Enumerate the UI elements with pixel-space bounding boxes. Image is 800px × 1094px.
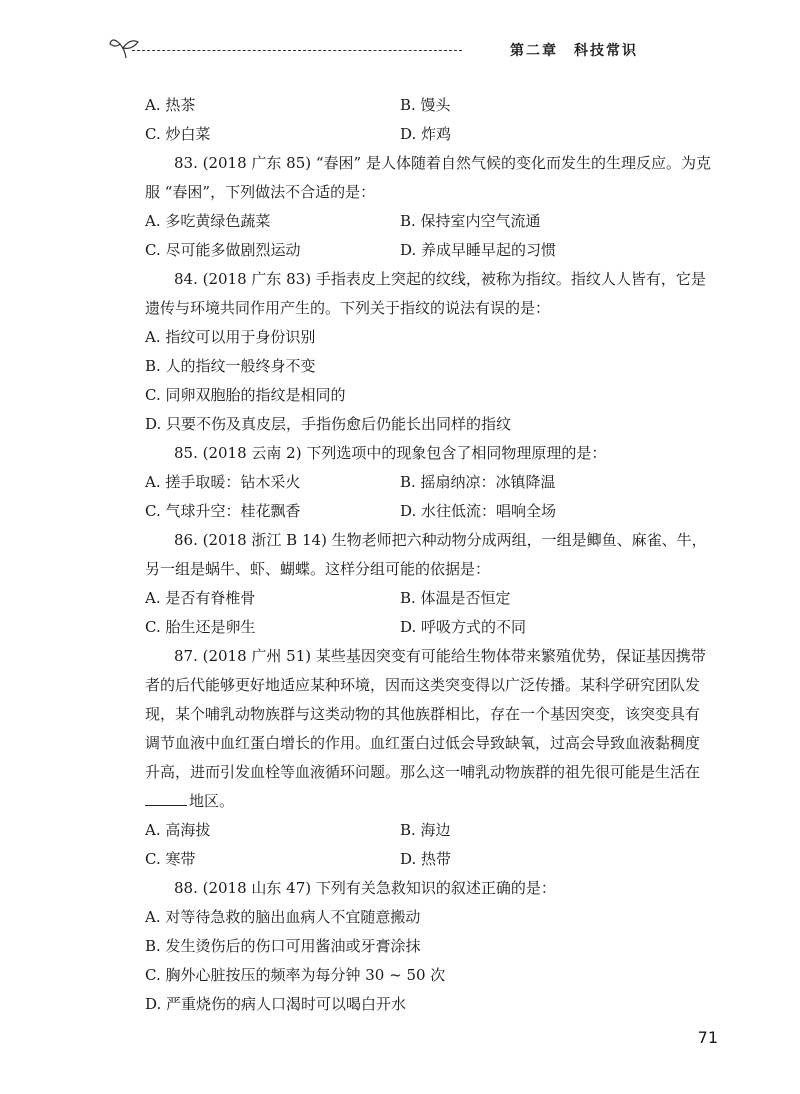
q88-option-c: C. 胸外心脏按压的频率为每分钟 30 ~ 50 次 bbox=[145, 966, 446, 984]
q85-option-a: A. 搓手取暖：钻木采火 bbox=[145, 473, 301, 491]
q87-option-c: C. 寒带 bbox=[145, 850, 196, 868]
q87-stem-line-5: 升高，进而引发血栓等血液循环问题。那么这一哺乳动物族群的祖先很可能是生活在 bbox=[145, 763, 701, 781]
q87-options-row-2 bbox=[145, 845, 705, 874]
q85-option-d: D. 水往低流：唱响全场 bbox=[400, 502, 557, 520]
q84-option-a: A. 指纹可以用于身份识别 bbox=[145, 328, 316, 346]
q87-stem-line-6-text: 地区。 bbox=[189, 792, 235, 810]
q87-options-row-1 bbox=[145, 816, 705, 845]
header-rule bbox=[132, 50, 462, 51]
q86-option-d: D. 呼吸方式的不同 bbox=[400, 618, 527, 636]
q85-stem-line-1: 85. (2018 云南 2) 下列选项中的现象包含了相同物理原理的是： bbox=[174, 444, 607, 462]
q86-option-a: A. 是否有脊椎骨 bbox=[145, 589, 256, 607]
q86-stem-line-2: 另一组是蜗牛、虾、蝴蝶。这样分组可能的依据是： bbox=[145, 560, 491, 578]
q86-stem-line-1: 86. (2018 浙江 B 14) 生物老师把六种动物分成两组，一组是鲫鱼、麻雀、牛， bbox=[174, 531, 707, 549]
chapter-title: 第二章 bbox=[510, 43, 558, 59]
section-title: 科技常识 bbox=[574, 43, 638, 59]
q83-stem-line-1: 83. (2018 广东 85) “春困” 是人体随着自然气候的变化而发生的生理反应。为克 bbox=[174, 154, 711, 172]
q86-options-row-1 bbox=[145, 584, 705, 613]
q87-option-d: D. 热带 bbox=[400, 850, 452, 868]
q88-option-b: B. 发生烫伤后的伤口可用酱油或牙膏涂抹 bbox=[145, 937, 421, 955]
q87-stem-line-4: 调节血液中血红蛋白增长的作用。血红蛋白过低会导致缺氧，过高会导致血液黏稠度 bbox=[145, 734, 701, 752]
q87-option-b: B. 海边 bbox=[400, 821, 451, 839]
q84-option-c: C. 同卵双胞胎的指纹是相同的 bbox=[145, 386, 346, 404]
answer-blank bbox=[145, 787, 187, 806]
q82-option-c: C. 炒白菜 bbox=[145, 125, 211, 143]
q83-option-b: B. 保持室内空气流通 bbox=[400, 212, 541, 230]
q85-options-row-1 bbox=[145, 468, 705, 497]
q82-options-row-2 bbox=[145, 120, 705, 149]
q82-options-row-1 bbox=[145, 91, 705, 120]
q88-option-d: D. 严重烧伤的病人口渴时可以喝白开水 bbox=[145, 995, 407, 1013]
q85-option-b: B. 摇扇纳凉：冰镇降温 bbox=[400, 473, 556, 491]
q85-options-row-2 bbox=[145, 497, 705, 526]
q87-stem-line-1: 87. (2018 广州 51) 某些基因突变有可能给生物体带来繁殖优势，保证基因携带 bbox=[174, 647, 706, 665]
page-content bbox=[145, 91, 711, 1019]
q84-option-b: B. 人的指纹一般终身不变 bbox=[145, 357, 316, 375]
q83-option-a: A. 多吃黄绿色蔬菜 bbox=[145, 212, 271, 230]
sprout-icon bbox=[108, 34, 144, 60]
q87-stem-line-6 bbox=[145, 787, 705, 816]
q86-option-c: C. 胎生还是卵生 bbox=[145, 618, 256, 636]
q84-stem-line-2: 遗传与环境共同作用产生的。下列关于指纹的说法有误的是： bbox=[145, 299, 551, 317]
q84-stem-line-1: 84. (2018 广东 83) 手指表皮上突起的纹线，被称为指纹。指纹人人皆有，它是 bbox=[174, 270, 706, 288]
q86-options-row-2 bbox=[145, 613, 705, 642]
q83-stem-line-2: 服 “春困”，下列做法不合适的是： bbox=[145, 183, 376, 201]
q87-stem-line-3: 现，某个哺乳动物族群与这类动物的其他族群相比，存在一个基因突变，该突变具有 bbox=[145, 705, 701, 723]
q85-option-c: C. 气球升空：桂花飘香 bbox=[145, 502, 301, 520]
q82-option-b: B. 馒头 bbox=[400, 96, 451, 114]
q83-option-d: D. 养成早睡早起的习惯 bbox=[400, 241, 557, 259]
q82-option-a: A. 热茶 bbox=[145, 96, 196, 114]
q88-stem-line-1: 88. (2018 山东 47) 下列有关急救知识的叙述正确的是： bbox=[174, 879, 556, 897]
q83-options-row-2 bbox=[145, 236, 705, 265]
q82-option-d: D. 炸鸡 bbox=[400, 125, 452, 143]
q87-stem-line-2: 者的后代能够更好地适应某种环境，因而这类突变得以广泛传播。某科学研究团队发 bbox=[145, 676, 701, 694]
q84-option-d: D. 只要不伤及真皮层，手指伤愈后仍能长出同样的指纹 bbox=[145, 415, 512, 433]
q83-options-row-1 bbox=[145, 207, 705, 236]
q88-option-a: A. 对等待急救的脑出血病人不宜随意搬动 bbox=[145, 908, 421, 926]
page-header bbox=[108, 34, 708, 64]
q83-option-c: C. 尽可能多做剧烈运动 bbox=[145, 241, 301, 259]
q86-option-b: B. 体温是否恒定 bbox=[400, 589, 511, 607]
page-number: 71 bbox=[697, 1028, 718, 1047]
q87-option-a: A. 高海拔 bbox=[145, 821, 211, 839]
